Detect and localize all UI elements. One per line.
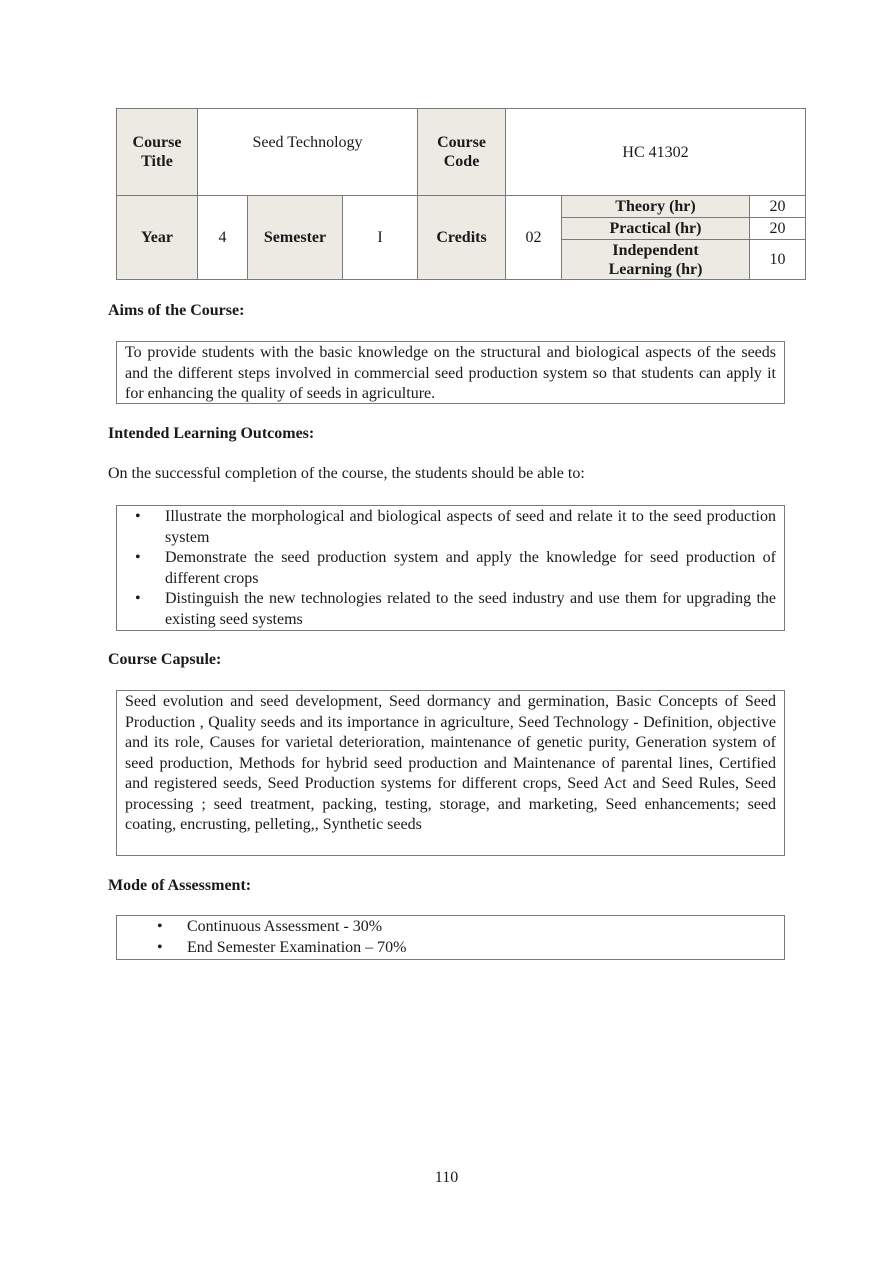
year-value: 4 xyxy=(198,196,248,280)
page-number: 110 xyxy=(434,1169,459,1186)
aims-text: To provide students with the basic knowledge on the structural and biological aspects of the seeds and the different steps involved in commercial seed production system so that students can apply it for enhancing the quality of seeds in agriculture. xyxy=(125,344,776,402)
independent-learning-hours-label: Independent Learning (hr) xyxy=(562,240,750,280)
credits-value: 02 xyxy=(506,196,562,280)
capsule-text: Seed evolution and seed development, Seed dormancy and germination, Basic Concepts of Seed Production , Quality seeds and its importance in agriculture, Seed Technology - Definition, objective and its role, Causes for varietal deterioration, maintenance of genetic purity, Generation system of seed production, Methods for hybrid seed production and Maintenance of parental lines, Certified and registered seeds, Seed Production systems for different crops, Seed Act and Seed Rules, Seed processing ; seed treatment, packing, testing, storage, and marketing, Seed enhancements; seed coating, encrusting, pelleting,, Synthetic seeds xyxy=(125,693,776,833)
course-code-label: Course Code xyxy=(418,109,506,196)
semester-value: I xyxy=(343,196,418,280)
course-code-value: HC 41302 xyxy=(506,109,806,196)
outcome-item: • Distinguish the new technologies related to the seed industry and use them for upgrading the existing seed systems xyxy=(157,589,776,630)
assessment-heading: Mode of Assessment: xyxy=(108,877,252,894)
course-title-label: Course Title xyxy=(117,109,198,196)
outcome-item: • Demonstrate the seed production system and apply the knowledge for seed production of different crops xyxy=(157,548,776,589)
independent-learning-hours-value: 10 xyxy=(750,240,806,280)
year-label: Year xyxy=(117,196,198,280)
assessment-list xyxy=(125,917,776,958)
outcomes-box xyxy=(116,505,785,631)
semester-label: Semester xyxy=(248,196,343,280)
capsule-box xyxy=(116,690,785,856)
course-info-table xyxy=(116,108,806,280)
theory-hours-value: 20 xyxy=(750,196,806,218)
practical-hours-label: Practical (hr) xyxy=(562,218,750,240)
outcome-item: • Illustrate the morphological and biological aspects of seed and relate it to the seed production system xyxy=(157,507,776,548)
aims-heading: Aims of the Course: xyxy=(108,302,245,319)
theory-hours-label: Theory (hr) xyxy=(562,196,750,218)
aims-box xyxy=(116,341,785,404)
outcomes-heading: Intended Learning Outcomes: xyxy=(108,425,315,442)
assessment-item: • Continuous Assessment - 30% xyxy=(179,917,776,938)
credits-label: Credits xyxy=(418,196,506,280)
outcomes-intro: On the successful completion of the course, the students should be able to: xyxy=(108,465,585,482)
course-title-value: Seed Technology xyxy=(198,109,418,196)
practical-hours-value: 20 xyxy=(750,218,806,240)
assessment-box xyxy=(116,915,785,960)
assessment-item: • End Semester Examination – 70% xyxy=(179,938,776,959)
capsule-heading: Course Capsule: xyxy=(108,651,222,668)
outcomes-list xyxy=(125,507,776,630)
